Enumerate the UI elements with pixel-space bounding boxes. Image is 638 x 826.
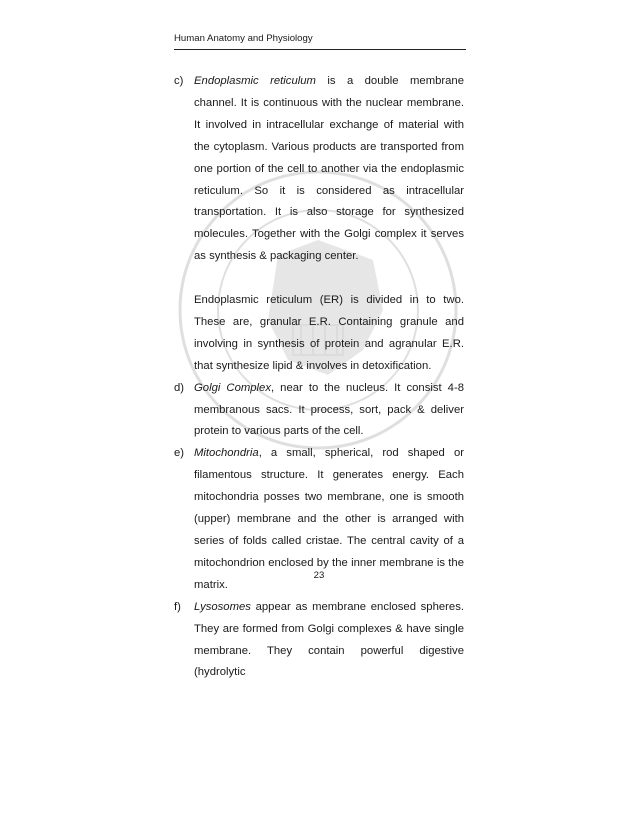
paragraph-text: appear as membrane enclosed spheres. They are formed from Golgi complexes & have single membrane. They contain powerful digestive (hydrolytic [194, 600, 464, 679]
list-marker: c) [174, 75, 184, 87]
paragraph-text: , near to the nucleus. It consist 4-8 membranous sacs. It process, sort, pack & deliver protein to various parts of the cell. [194, 381, 465, 438]
list-item-lysosomes [174, 597, 464, 685]
term: Mitochondria [194, 447, 259, 460]
term: Lysosomes [194, 600, 251, 613]
paragraph [194, 597, 464, 685]
paragraph [194, 378, 464, 444]
running-header: Human Anatomy and Physiology [174, 33, 466, 50]
list-item-endoplasmic-reticulum [174, 71, 464, 378]
paragraph-continued: Endoplasmic reticulum (ER) is divided in to two. These are, granular E.R. Containing granule and involving in synthesis of protein and agranular E.R. that synthesize lipid & involves in detoxification. [194, 294, 464, 372]
term: Endoplasmic reticulum [194, 75, 316, 87]
paragraph-text: is a double membrane channel. It is continuous with the nuclear membrane. It involved in intracellular exchange of material with the cytoplasm. Various products are transported from one portion of the cell to another via the endoplasmic reticulum. So it is considered as intracellular transportation. It is also storage for synthesized molecules. Together with the Golgi complex it serves as synthesis & packaging center. [194, 75, 464, 263]
list-marker: f) [174, 600, 181, 613]
paragraph-text: , a small, spherical, rod shaped or filamentous structure. It generates energy. Each mitochondria posses two membrane, one is smooth (upper) membrane and the other is arranged with series of folds called cristae. The central cavity of a mitochondrion enclosed by the inner membrane is the matrix. [194, 447, 464, 591]
list-marker: d) [174, 381, 185, 394]
term: Golgi Complex [194, 381, 271, 394]
list-item-golgi-complex [174, 378, 464, 444]
list-marker: e) [174, 447, 185, 460]
page-number: 23 [313, 570, 325, 581]
page-body [174, 71, 464, 684]
paragraph [194, 71, 464, 268]
